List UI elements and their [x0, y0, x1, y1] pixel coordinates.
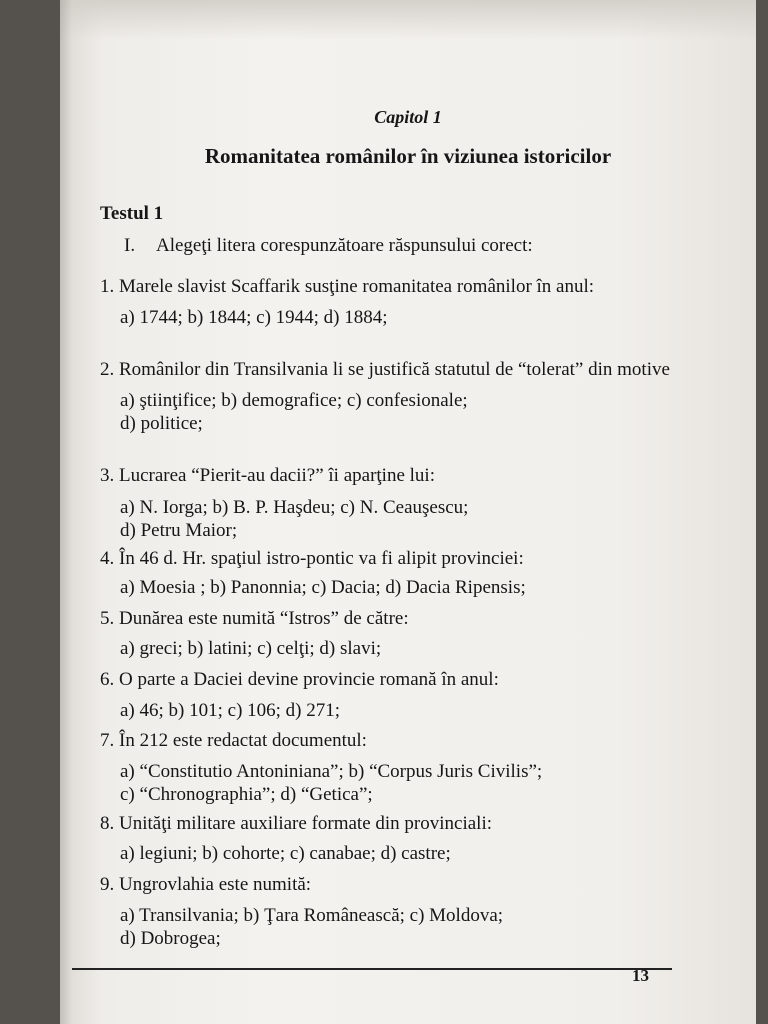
question-options: a) N. Iorga; b) B. P. Haşdeu; c) N. Ceauşescu; — [120, 497, 469, 518]
question-2 — [100, 358, 700, 435]
question-options: d) Dobrogea; — [120, 928, 221, 949]
page-content — [60, 0, 756, 1024]
question-text: 4. În 46 d. Hr. spaţiul istro-pontic va fi alipit provinciei: — [100, 548, 524, 569]
instruction — [100, 235, 533, 257]
question-text: 3. Lucrarea “Pierit-au dacii?” îi aparţine lui: — [100, 465, 435, 486]
question-text: 5. Dunărea este numită “Istros” de către: — [100, 608, 409, 629]
question-text: 1. Marele slavist Scaffarik susţine romanitatea românilor în anul: — [100, 276, 595, 297]
question-options: d) Petru Maior; — [120, 520, 238, 541]
question-options: a) 1744; b) 1844; c) 1944; d) 1884; — [120, 307, 388, 328]
instruction-numeral: I. — [124, 235, 136, 256]
question-options: a) Transilvania; b) Ţara Românească; c) Moldova; — [120, 905, 504, 926]
book-page — [60, 0, 756, 1024]
question-options: c) “Chronographia”; d) “Getica”; — [120, 784, 373, 805]
question-4 — [100, 547, 700, 599]
question-options: a) 46; b) 101; c) 106; d) 271; — [120, 700, 341, 721]
chapter-title: Romanitatea românilor în viziunea istoricilor — [204, 144, 612, 168]
question-text: 2. Românilor din Transilvania li se justifică statutul de “tolerat” din motive — [100, 359, 670, 380]
question-8 — [100, 812, 700, 865]
question-1 — [100, 275, 700, 329]
question-text: 8. Unităţi militare auxiliare formate din provinciali: — [100, 813, 493, 834]
instruction-text: Alegeţi litera corespunzătoare răspunsului corect: — [156, 235, 533, 256]
question-options: a) legiuni; b) cohorte; c) canabae; d) castre; — [120, 843, 451, 864]
question-7 — [100, 729, 700, 806]
page-number: 13 — [632, 966, 649, 985]
question-3 — [100, 464, 700, 542]
question-9 — [100, 873, 700, 950]
question-options: d) politice; — [120, 413, 203, 434]
footer-rule — [72, 968, 672, 970]
test-label: Testul 1 — [100, 203, 164, 224]
question-options: a) Moesia ; b) Panonnia; c) Dacia; d) Dacia Ripensis; — [120, 577, 526, 598]
question-text: 9. Ungrovlahia este numită: — [100, 874, 312, 895]
question-text: 7. În 212 este redactat documentul: — [100, 730, 367, 751]
question-text: 6. O parte a Daciei devine provincie romană în anul: — [100, 669, 499, 690]
question-6 — [100, 668, 700, 722]
question-5 — [100, 607, 700, 660]
question-options: a) greci; b) latini; c) celţi; d) slavi; — [120, 638, 382, 659]
question-options: a) “Constitutio Antoniniana”; b) “Corpus Juris Civilis”; — [120, 761, 543, 782]
chapter-label: Capitol 1 — [374, 107, 442, 127]
question-options: a) ştiinţifice; b) demografice; c) confesionale; — [120, 390, 468, 411]
